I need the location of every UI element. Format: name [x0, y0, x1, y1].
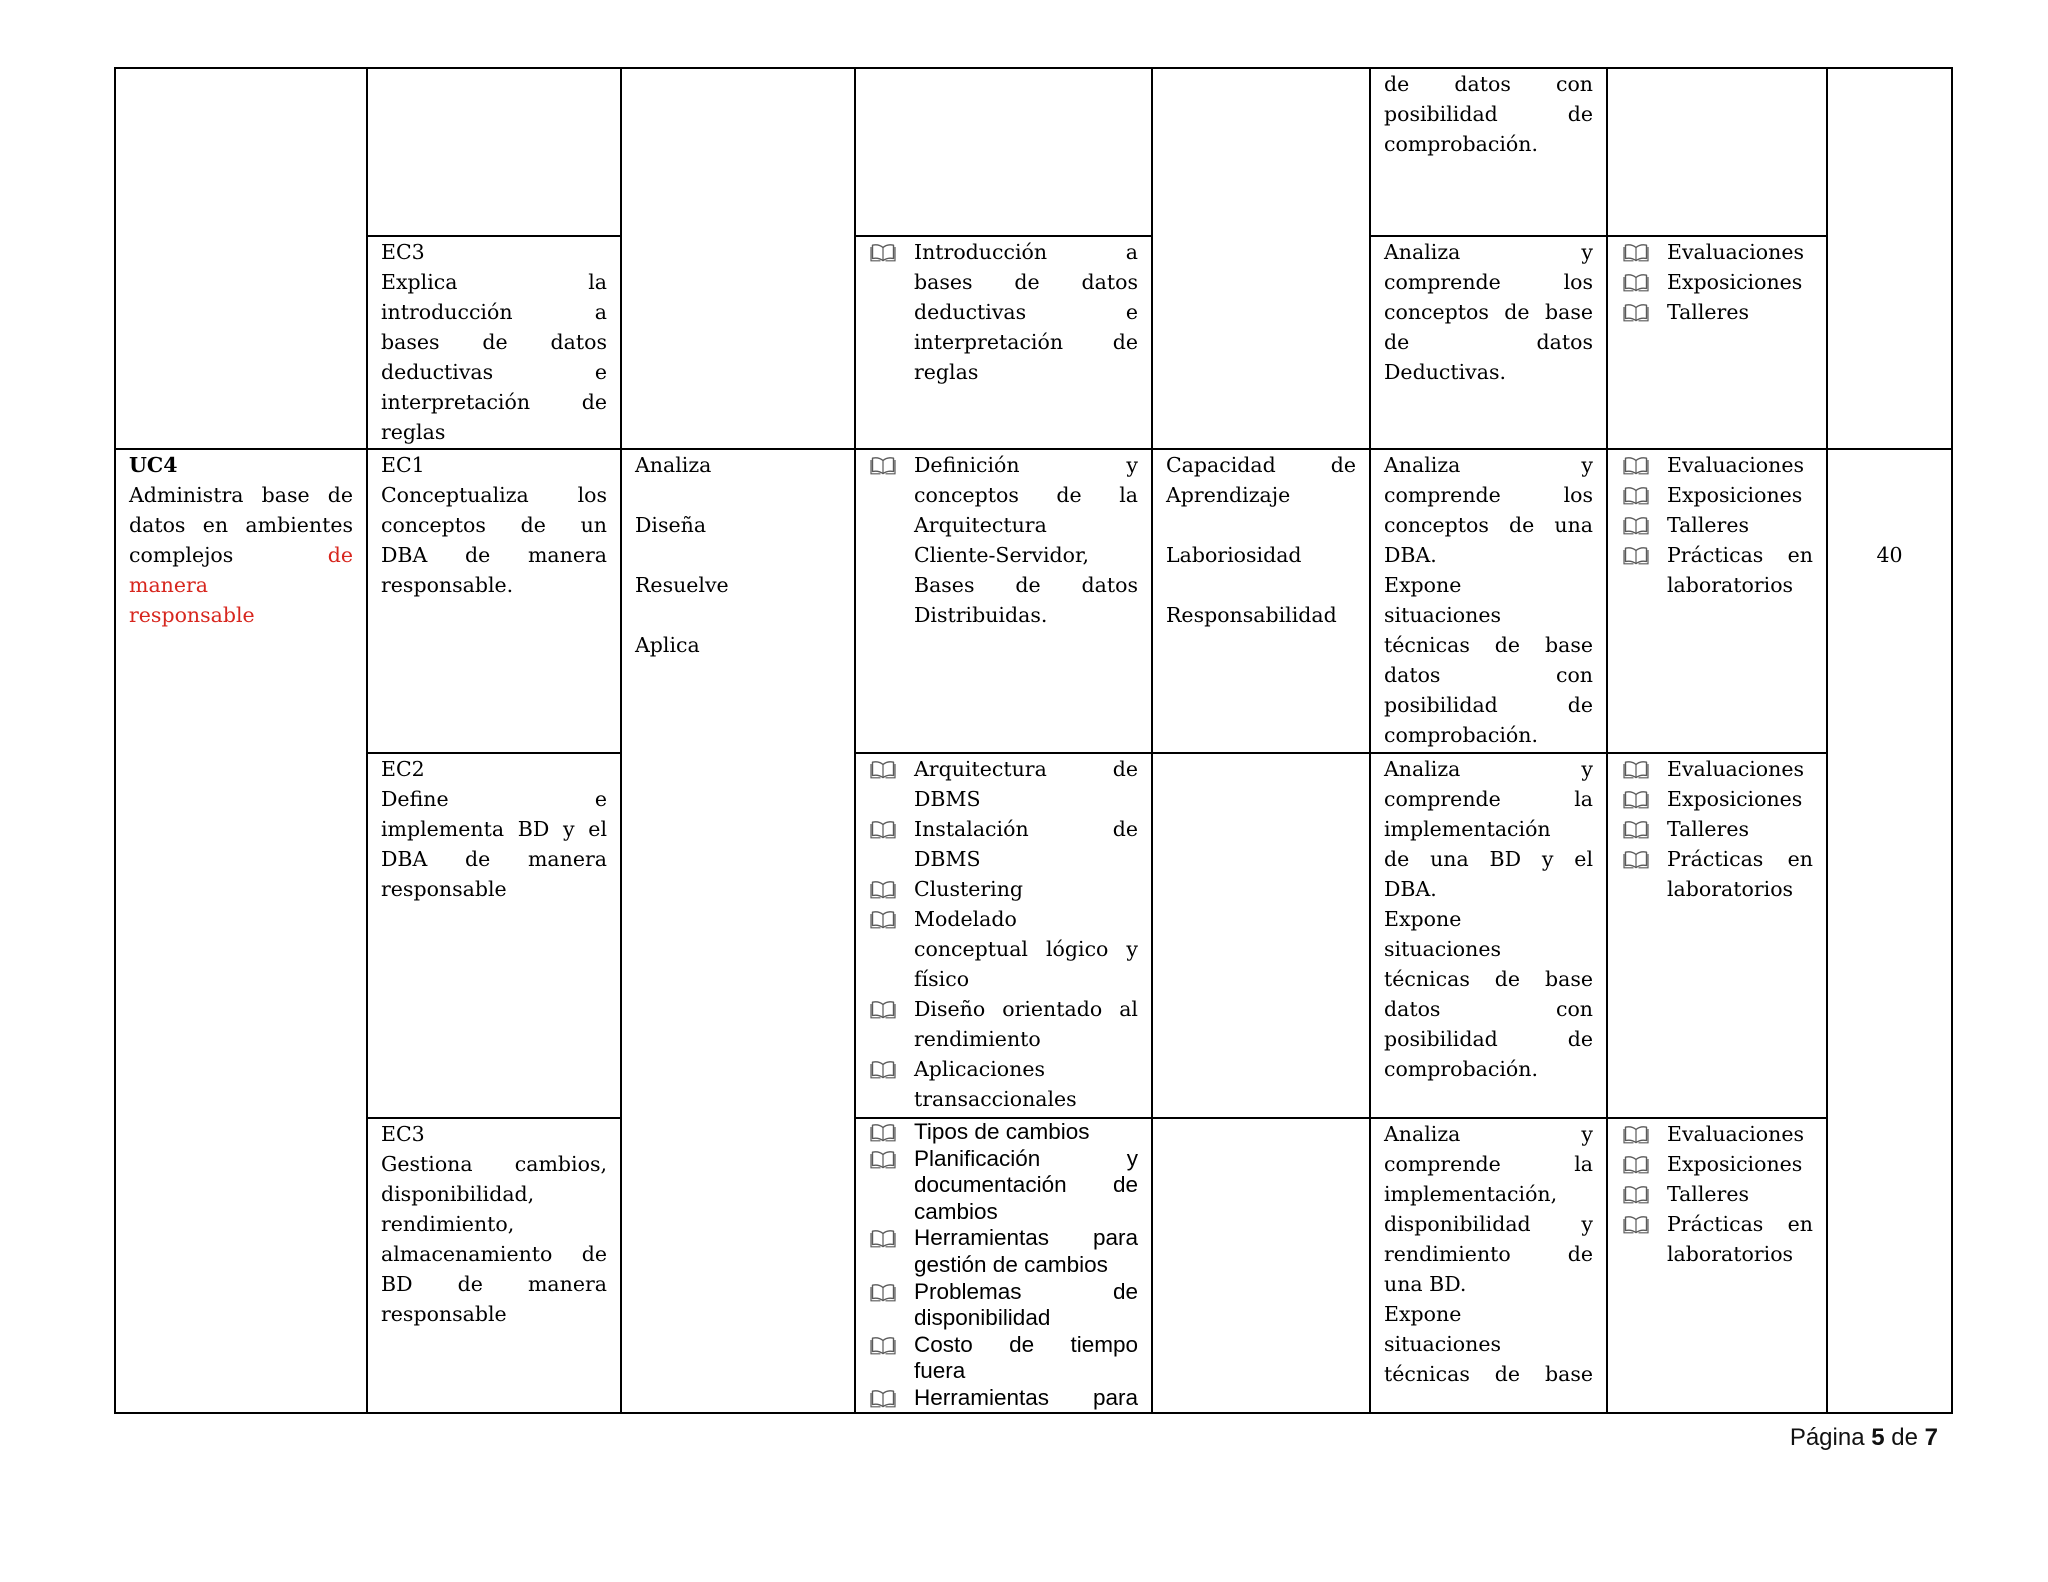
- indicator-cell-prev-tail: [1369, 67, 1608, 237]
- page-number: [1790, 1423, 1938, 1453]
- list-item: [1621, 267, 1813, 297]
- text-line: técnicas de base: [1384, 1362, 1593, 1386]
- text-line: datos con: [1384, 663, 1593, 687]
- book-icon: [1623, 301, 1649, 323]
- text-line: Aprendizaje: [1166, 483, 1291, 507]
- empty-cell: [1151, 67, 1371, 450]
- list-item: [1621, 480, 1813, 510]
- list-item: [1621, 1119, 1813, 1149]
- text-line: cambios: [914, 1198, 998, 1224]
- text-line: laboratorios: [1667, 877, 1794, 901]
- text-line: comprende los: [1384, 270, 1593, 294]
- book-icon: [870, 1281, 896, 1303]
- text-line: situaciones: [1384, 1332, 1501, 1356]
- text-line: Talleres: [1667, 1182, 1749, 1206]
- empty-cell: [1151, 752, 1371, 1119]
- text-line: Bases de datos: [914, 573, 1138, 597]
- list-item: [869, 814, 1138, 874]
- text-line: técnicas de base: [1384, 967, 1593, 991]
- text-line: interpretación de: [914, 330, 1138, 354]
- activities-cell-ec3: [1606, 1117, 1828, 1414]
- text-line: Explica la: [381, 270, 607, 294]
- text-line: una BD.: [1384, 1272, 1467, 1296]
- text-line: comprobación.: [1384, 132, 1538, 156]
- text-line: implementa BD y el: [381, 817, 607, 841]
- list-item: [1621, 297, 1813, 327]
- text-line: Cliente-Servidor,: [914, 543, 1090, 567]
- unit-value: 40: [1876, 543, 1903, 567]
- unit-cell-uc4: [114, 448, 368, 1414]
- competence-code: EC1: [381, 453, 425, 477]
- text-line: BD de manera: [381, 1272, 607, 1296]
- indicator-cell-ec2: [1369, 752, 1608, 1119]
- text-line: Analiza y: [1384, 1122, 1593, 1146]
- text-line: situaciones: [1384, 937, 1501, 961]
- text-line: de datos: [1384, 330, 1593, 354]
- text-line: Gestiona cambios,: [381, 1152, 607, 1176]
- text-line: Introducción a: [914, 240, 1138, 264]
- text-line: datos en ambientes: [129, 513, 353, 537]
- text-line: Herramientas para: [914, 1225, 1138, 1251]
- text-line: posibilidad de: [1384, 693, 1593, 717]
- paragraph: [635, 630, 841, 660]
- text-line: Aplicaciones: [914, 1057, 1045, 1081]
- competence-text: [381, 480, 607, 600]
- list-item: [1621, 754, 1813, 784]
- activities-list: [1621, 450, 1813, 600]
- text-line: Prácticas en: [1667, 1212, 1813, 1236]
- text-line: Talleres: [1667, 513, 1749, 537]
- list-item: [1621, 450, 1813, 480]
- text-line: transaccionales: [914, 1087, 1077, 1111]
- text-line: disponibilidad: [914, 1305, 1051, 1331]
- highlighted-text: manera: [129, 573, 209, 597]
- text-line: comprende los: [1384, 483, 1593, 507]
- indicator-text: [1384, 450, 1593, 750]
- paragraph: [1384, 1299, 1593, 1389]
- unit-code-line: [129, 450, 353, 480]
- text-line: almacenamiento de: [381, 1242, 607, 1266]
- book-icon: [870, 1387, 896, 1409]
- text-line: bases de datos: [914, 270, 1138, 294]
- paragraph: [381, 267, 607, 447]
- text-line: Talleres: [1667, 817, 1749, 841]
- book-icon: [1623, 1123, 1649, 1145]
- competence-cell-ec2: [366, 752, 622, 1119]
- text-line: reglas: [381, 420, 446, 444]
- text-line: gestión de cambios: [914, 1251, 1108, 1277]
- empty-cell: [366, 67, 622, 237]
- competence-code: EC3: [381, 240, 425, 264]
- book-icon: [1623, 788, 1649, 810]
- text-line: Exposiciones: [1667, 1152, 1803, 1176]
- text-line: DBA de manera: [381, 847, 607, 871]
- list-item: [1621, 814, 1813, 844]
- book-icon: [870, 758, 896, 780]
- text-line: comprobación.: [1384, 723, 1538, 747]
- text-line: Problemas de: [914, 1278, 1138, 1304]
- contents-cell-ec1: [854, 448, 1153, 754]
- competence-cell-ec3: [366, 1117, 622, 1414]
- text-line: Arquitectura de: [914, 757, 1138, 781]
- text-line: Evaluaciones: [1667, 1122, 1804, 1146]
- text-line: comprende la: [1384, 787, 1593, 811]
- text-line: Capacidad de: [1166, 453, 1356, 477]
- skills-cell: [620, 448, 856, 1414]
- contents-cell-ec3: [854, 1117, 1153, 1414]
- text-line: comprende la: [1384, 1152, 1593, 1176]
- competence-text: [381, 784, 607, 904]
- contents-cell-prev-ec3: [854, 235, 1153, 450]
- highlighted-text: responsable: [129, 603, 255, 627]
- competence-code: EC2: [381, 757, 425, 781]
- list-item: [869, 904, 1138, 994]
- text-line: Evaluaciones: [1667, 757, 1804, 781]
- text-line: técnicas de base: [1384, 633, 1593, 657]
- text-line: rendimiento,: [381, 1212, 515, 1236]
- attitudes-list: [1166, 450, 1356, 630]
- list-item: [869, 237, 1138, 387]
- text-line: Instalación de: [914, 817, 1138, 841]
- contents-list: [869, 450, 1138, 630]
- text-line: rendimiento: [914, 1027, 1041, 1051]
- book-icon: [1623, 1153, 1649, 1175]
- text-line: laboratorios: [1667, 573, 1794, 597]
- text-line: deductivas e: [914, 300, 1138, 324]
- empty-cell: [114, 67, 368, 450]
- activities-list: [1621, 754, 1813, 904]
- attitudes-cell: [1151, 448, 1371, 754]
- book-icon: [870, 1121, 896, 1143]
- paragraph: [1384, 570, 1593, 750]
- book-icon: [1623, 484, 1649, 506]
- text-line: Analiza: [635, 453, 712, 477]
- text-line: conceptos de una: [1384, 513, 1593, 537]
- paragraph: [1384, 754, 1593, 904]
- text-line: Conceptualiza los: [381, 483, 607, 507]
- text-line: Expone: [1384, 573, 1462, 597]
- activities-cell-prev-ec3: [1606, 235, 1828, 450]
- text-line: Definición y: [914, 453, 1138, 477]
- text-line: interpretación de: [381, 390, 607, 414]
- book-icon: [870, 878, 896, 900]
- text-line: Laboriosidad: [1166, 543, 1302, 567]
- list-item: [1621, 1179, 1813, 1209]
- text-line: Exposiciones: [1667, 787, 1803, 811]
- paragraph: [1384, 69, 1593, 159]
- text-line: implementación: [1384, 817, 1551, 841]
- list-item: [869, 1146, 1138, 1226]
- list-item: [869, 1054, 1138, 1114]
- text-line: Define e: [381, 787, 607, 811]
- indicator-text: [1384, 1119, 1593, 1389]
- book-icon: [1623, 271, 1649, 293]
- contents-list: [869, 754, 1138, 1114]
- paragraph: [635, 570, 841, 600]
- text-line: disponibilidad y: [1384, 1212, 1593, 1236]
- text-line: introducción a: [381, 300, 607, 324]
- paragraph: [1384, 237, 1593, 387]
- page-of: de: [1891, 1424, 1918, 1451]
- text-line: disponibilidad,: [381, 1182, 535, 1206]
- book-icon: [870, 818, 896, 840]
- list-item: [1621, 237, 1813, 267]
- text-line: Talleres: [1667, 300, 1749, 324]
- text-line: Analiza y: [1384, 240, 1593, 264]
- paragraph: [1166, 600, 1356, 630]
- indicator-text: [1384, 237, 1593, 387]
- paragraph: [635, 510, 841, 540]
- paragraph: [1166, 450, 1356, 510]
- text-line: posibilidad de: [1384, 1027, 1593, 1051]
- text-line: Expone: [1384, 1302, 1462, 1326]
- text-line: DBMS: [914, 787, 981, 811]
- paragraph: [381, 1149, 607, 1329]
- activities-list: [1621, 237, 1813, 327]
- text-line: reglas: [914, 360, 979, 384]
- paragraph: [635, 450, 841, 480]
- page-label: Página: [1789, 1424, 1865, 1451]
- list-item: [1621, 844, 1813, 904]
- text-line: comprobación.: [1384, 1057, 1538, 1081]
- list-item: [1621, 540, 1813, 600]
- list-item: [1621, 510, 1813, 540]
- syllabus-table: [114, 67, 1953, 1414]
- text-line: situaciones: [1384, 603, 1501, 627]
- list-item: [1621, 1209, 1813, 1269]
- indicator-text: [1384, 754, 1593, 1084]
- text-line: implementación,: [1384, 1182, 1558, 1206]
- activities-list: [1621, 1119, 1813, 1269]
- competence-text: [381, 1149, 607, 1329]
- paragraph: [381, 480, 607, 600]
- text-line: fuera: [914, 1358, 966, 1384]
- text-line: Responsabilidad: [1166, 603, 1337, 627]
- text-line: Costo de tiempo: [914, 1331, 1138, 1357]
- empty-cell: [620, 67, 856, 450]
- text-line: Resuelve: [635, 573, 729, 597]
- contents-list: [869, 237, 1138, 387]
- book-icon: [870, 1334, 896, 1356]
- text-line: conceptos de un: [381, 513, 607, 537]
- text-line: Distribuidas.: [914, 603, 1048, 627]
- text-line: de datos con: [1384, 72, 1593, 96]
- book-icon: [1623, 758, 1649, 780]
- text-line: posibilidad de: [1384, 102, 1593, 126]
- text-line: Planificación y: [914, 1145, 1138, 1171]
- competence-cell-ec1: [366, 448, 622, 754]
- list-item: [869, 450, 1138, 630]
- empty-cell: [1826, 67, 1953, 450]
- paragraph: [1384, 1119, 1593, 1299]
- list-item: [1621, 1149, 1813, 1179]
- text-line: documentación de: [914, 1172, 1138, 1198]
- book-icon: [870, 1058, 896, 1080]
- list-item: [869, 1119, 1138, 1146]
- text-line: Analiza y: [1384, 453, 1593, 477]
- text-line: laboratorios: [1667, 1242, 1794, 1266]
- text-line: datos con: [1384, 997, 1593, 1021]
- paragraph: [1384, 450, 1593, 570]
- text-line: DBA.: [1384, 877, 1437, 901]
- list-item: [869, 994, 1138, 1054]
- text-line: DBA.: [1384, 543, 1437, 567]
- text-line: Arquitectura: [914, 513, 1047, 537]
- book-icon: [1623, 1183, 1649, 1205]
- current-page: 5: [1871, 1424, 1885, 1451]
- book-icon: [1623, 1213, 1649, 1235]
- text-line: DBMS: [914, 847, 981, 871]
- activities-cell-ec2: [1606, 752, 1828, 1119]
- indicator-cell-ec1: [1369, 448, 1608, 754]
- text-line: Prácticas en: [1667, 847, 1813, 871]
- indicator-text: [1384, 69, 1593, 159]
- highlighted-text: de: [327, 543, 353, 567]
- empty-cell: [1151, 1117, 1371, 1414]
- book-icon: [870, 1227, 896, 1249]
- book-icon: [1623, 818, 1649, 840]
- value-cell: [1826, 448, 1953, 1414]
- text-line: deductivas e: [381, 360, 607, 384]
- empty-cell: [854, 67, 1153, 237]
- book-icon: [1623, 848, 1649, 870]
- text-line: Aplica: [635, 633, 700, 657]
- text-line: Diseño orientado al: [914, 997, 1138, 1021]
- book-icon: [1623, 241, 1649, 263]
- empty-cell: [1606, 67, 1828, 237]
- list-item: [869, 754, 1138, 814]
- text-line: físico: [914, 967, 970, 991]
- competence-cell-prev-ec3: [366, 235, 622, 450]
- book-icon: [870, 908, 896, 930]
- list-item: [869, 1332, 1138, 1385]
- list-item: [869, 1279, 1138, 1332]
- text-line: conceptos de la: [914, 483, 1138, 507]
- text-line: rendimiento de: [1384, 1242, 1593, 1266]
- text-line: responsable: [381, 877, 507, 901]
- book-icon: [1623, 454, 1649, 476]
- contents-list: [869, 1119, 1138, 1412]
- text-line: Evaluaciones: [1667, 240, 1804, 264]
- text-line: Prácticas en: [1667, 543, 1813, 567]
- text-line: Exposiciones: [1667, 270, 1803, 294]
- text-line: Diseña: [635, 513, 707, 537]
- text-line: Exposiciones: [1667, 483, 1803, 507]
- book-icon: [1623, 514, 1649, 536]
- contents-cell-ec2: [854, 752, 1153, 1119]
- paragraph: [1384, 904, 1593, 1084]
- unit-code: UC4: [129, 453, 178, 477]
- text-line: Deductivas.: [1384, 360, 1507, 384]
- book-icon: [1623, 544, 1649, 566]
- book-icon: [870, 1148, 896, 1170]
- indicator-cell-ec3: [1369, 1117, 1608, 1414]
- text-fragment: complejos: [129, 543, 234, 567]
- total-pages: 7: [1924, 1424, 1938, 1451]
- activities-cell-ec1: [1606, 448, 1828, 754]
- text-line: conceptual lógico y: [914, 937, 1138, 961]
- list-item: [869, 1225, 1138, 1278]
- skills-list: [635, 450, 841, 660]
- indicator-cell-prev-ec3: [1369, 235, 1608, 450]
- book-icon: [870, 998, 896, 1020]
- book-icon: [870, 454, 896, 476]
- text-line: Modelado: [914, 907, 1017, 931]
- text-line: Clustering: [914, 877, 1024, 901]
- text-line: bases de datos: [381, 330, 607, 354]
- text-line: de una BD y el: [1384, 847, 1593, 871]
- competence-text: [381, 267, 607, 447]
- text-line: Tipos de cambios: [914, 1119, 1090, 1144]
- list-item: [869, 874, 1138, 904]
- text-line: Herramientas para: [914, 1384, 1138, 1410]
- competence-code: EC3: [381, 1122, 425, 1146]
- text-line: Administra base de: [129, 483, 353, 507]
- text-line: Evaluaciones: [1667, 453, 1804, 477]
- paragraph: [381, 784, 607, 904]
- text-line: Analiza y: [1384, 757, 1593, 781]
- book-icon: [870, 241, 896, 263]
- text-line: responsable.: [381, 573, 514, 597]
- list-item: [869, 1385, 1138, 1412]
- paragraph: [1166, 540, 1356, 570]
- text-line: responsable: [381, 1302, 507, 1326]
- text-line: Expone: [1384, 907, 1462, 931]
- text-line: conceptos de base: [1384, 300, 1593, 324]
- list-item: [1621, 784, 1813, 814]
- text-line: DBA de manera: [381, 543, 607, 567]
- text-line: [129, 540, 353, 570]
